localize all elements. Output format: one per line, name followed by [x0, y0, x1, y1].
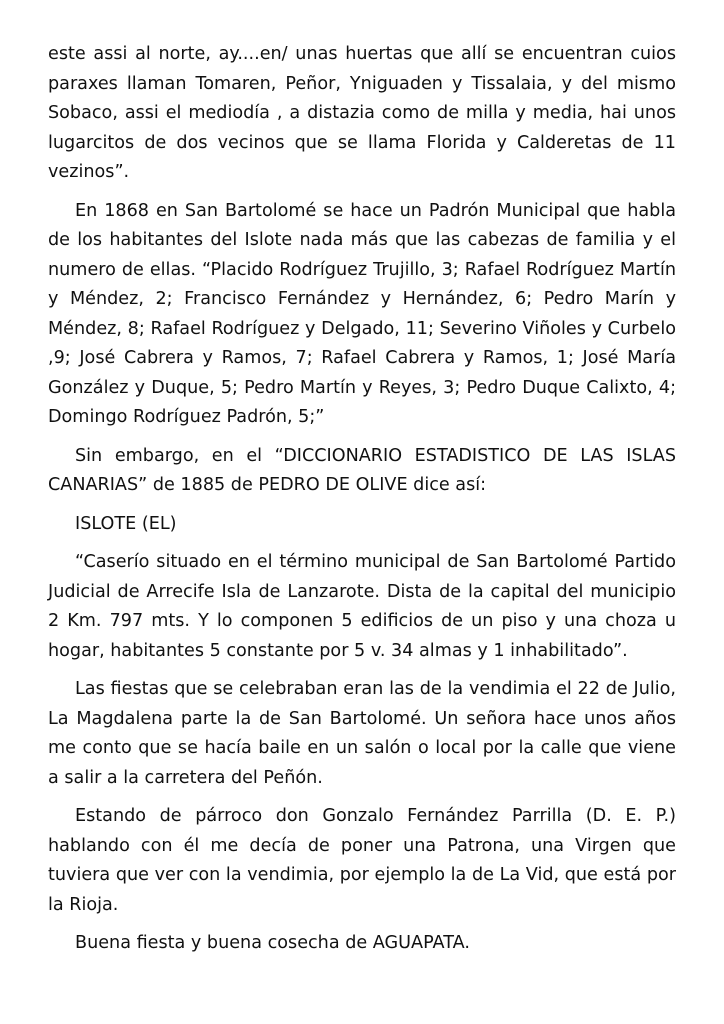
paragraph-caserio-quote: “Caserío situado en el término municipal de San Bartolomé Partido Judicial de Arrecife Isla de Lanzarote. Dista de la capital del municipio 2 Km. 797 mts. Y lo componen 5 edificios de un piso y una choza u hogar, habitantes 5 constante por 5 v. 34 almas y 1 inhabilitado”. [48, 552, 676, 661]
paragraph-parroco: Estando de párroco don Gonzalo Fernández Parrilla (D. E. P.) hablando con él me decía de poner una Patrona, una Virgen que tuviera que ver con la vendimia, por ejemplo la de La Vid, que está por la Rioja. [48, 806, 676, 915]
section-heading-islote: ISLOTE (EL) [75, 513, 177, 534]
paragraph-closing: Buena fiesta y buena cosecha de AGUAPATA. [75, 933, 470, 953]
paragraph-diccionario-intro: Sin embargo, en el “DICCIONARIO ESTADISTICO DE LAS ISLAS CANARIAS” de 1885 de PEDRO DE OLIVE dice así: [48, 445, 676, 495]
document-page [48, 40, 676, 968]
paragraph-padron-1868: En 1868 en San Bartolomé se hace un Padrón Municipal que habla de los habitantes del Islote nada más que las cabezas de familia y el numero de ellas. “Placido Rodríguez Trujillo, 3; Rafael Rodríguez Martín y Méndez, 2; Francisco Fernández y Hernández, 6; Pedro Marín y Méndez, 8; Rafael Rodríguez y Delgado, 11; Severino Viñoles y Curbelo ,9; José Cabrera y Ramos, 7; Rafael Cabrera y Ramos, 1; José María González y Duque, 5; Pedro Martín y Reyes, 3; Pedro Duque Calixto, 4; Domingo Rodríguez Padrón, 5;” [48, 200, 676, 427]
paragraph-continuation: este assi al norte, ay....en/ unas huertas que allí se encuentran cuios paraxes llaman Tomaren, Peñor, Yniguaden y Tissalaia, y del mismo Sobaco, assi el mediodía , a distazia como de milla y media, hai unos lugarcitos de dos vecinos que se llama Florida y Calderetas de 11 vezinos”. [48, 44, 676, 182]
paragraph-fiestas: Las fiestas que se celebraban eran las de la vendimia el 22 de Julio, La Magdalena parte la de San Bartolomé. Un señora hace unos años me conto que se hacía baile en un salón o local por la calle que viene a salir a la carretera del Peñón. [48, 679, 676, 788]
